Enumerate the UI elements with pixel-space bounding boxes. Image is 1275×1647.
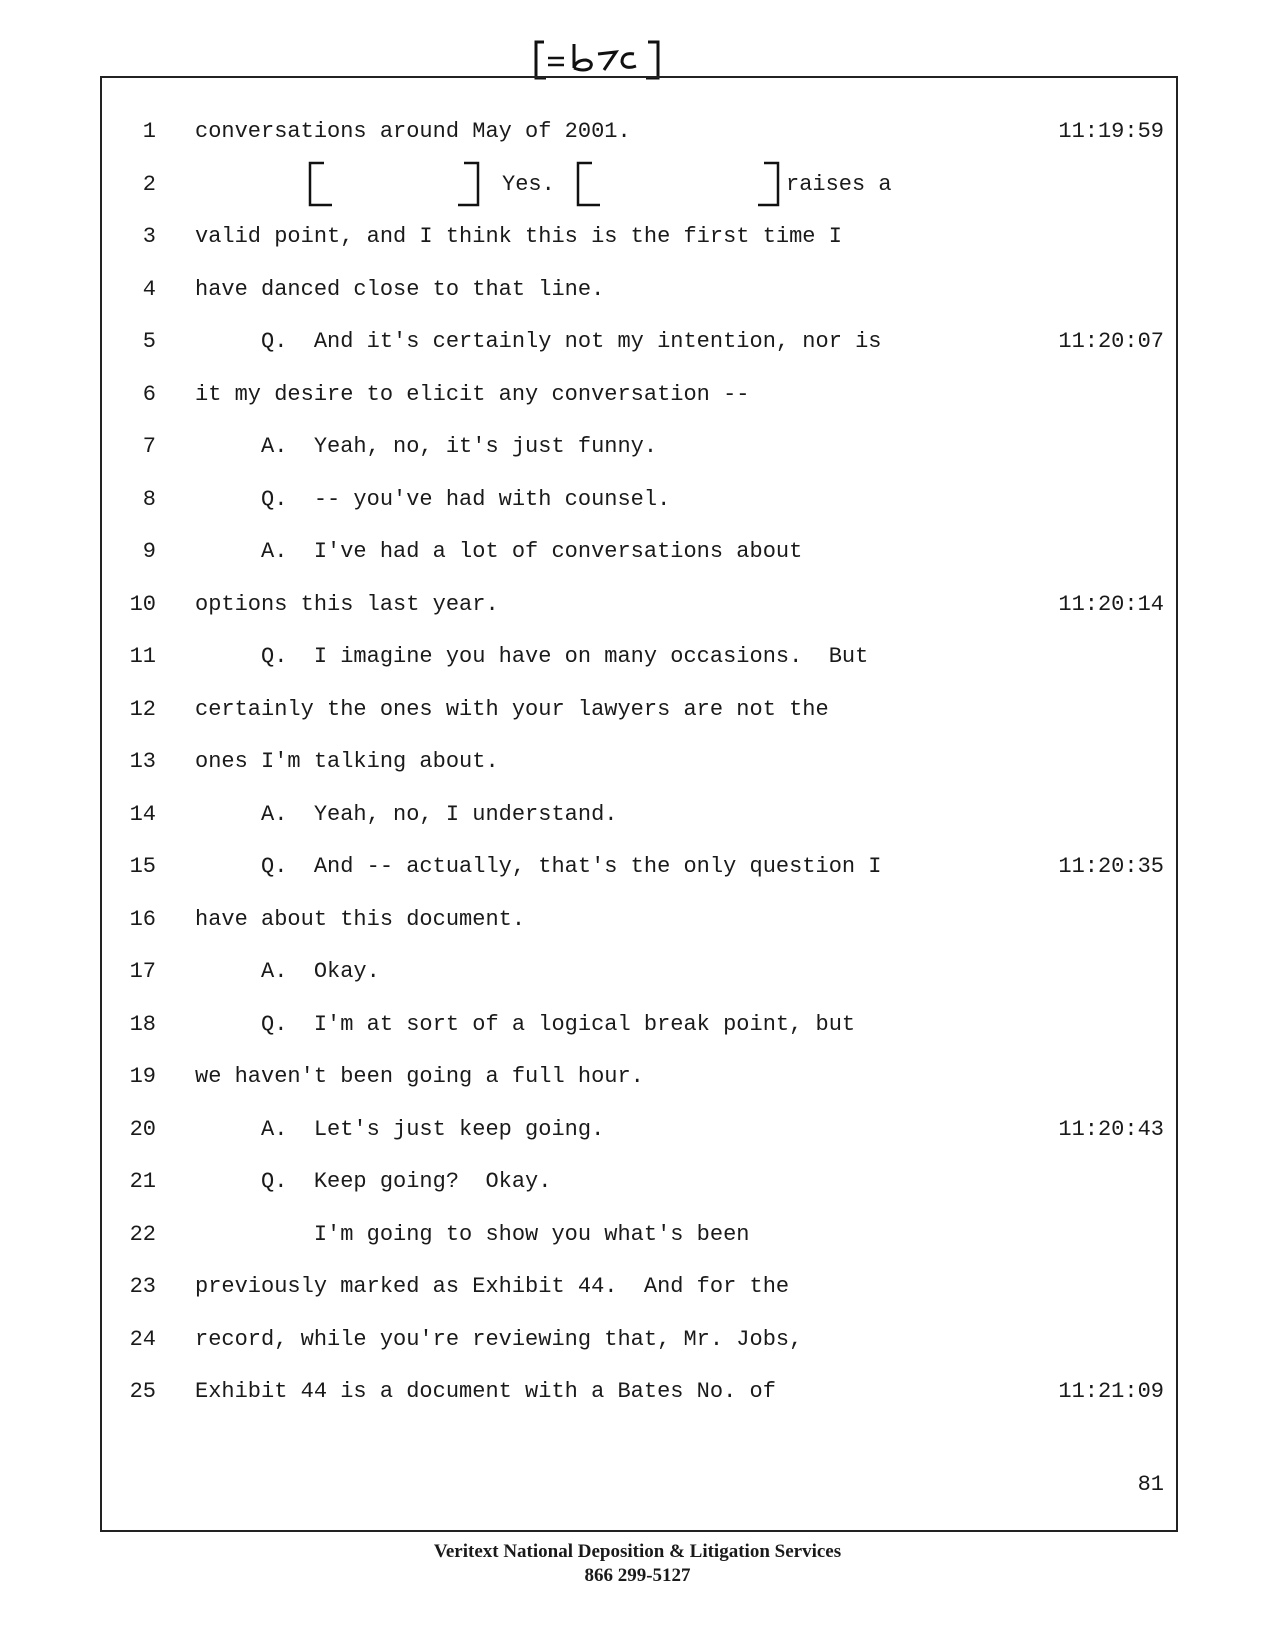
timestamp: 11:19:59 [1058, 119, 1164, 144]
line-text: A. Yeah, no, it's just funny. [195, 434, 658, 459]
transcript-line [102, 847, 1176, 887]
line-number: 4 [142, 276, 156, 302]
transcript-line [102, 1320, 1176, 1360]
page-number: 81 [1137, 1472, 1164, 1497]
line-number: 14 [129, 801, 156, 827]
timestamp: 11:20:43 [1058, 1116, 1164, 1142]
transcript-line [102, 1162, 1176, 1202]
line-number: 16 [129, 906, 156, 932]
line-text: I'm going to show you what's been [195, 1221, 750, 1247]
line-number: 5 [142, 329, 156, 354]
redaction-bracket [574, 161, 782, 209]
line-text: A. Let's just keep going. [195, 1116, 605, 1142]
transcript-line [102, 375, 1176, 415]
line-number: 13 [129, 749, 156, 774]
line-number: 11 [129, 644, 156, 669]
line-number: 19 [129, 1064, 156, 1089]
line-text: previously marked as Exhibit 44. And for the [195, 1274, 790, 1299]
line-number: 2 [142, 171, 156, 197]
line-number: 10 [129, 591, 156, 617]
transcript-line [102, 637, 1176, 677]
line-text: Q. -- you've had with counsel. [195, 486, 671, 512]
line-text: conversations around May of 2001. [195, 119, 631, 144]
line-number: 7 [142, 434, 156, 459]
transcript-line [102, 480, 1176, 520]
transcript-line [102, 217, 1176, 257]
timestamp: 11:20:35 [1058, 854, 1164, 879]
line-text: have about this document. [195, 906, 526, 932]
timestamp: 11:20:07 [1058, 329, 1164, 354]
line-number: 24 [129, 1326, 156, 1352]
line-text: Q. And -- actually, that's the only question I [195, 854, 882, 879]
line-text: A. Okay. [195, 959, 380, 984]
line-text: record, while you're reviewing that, Mr. Jobs, [195, 1326, 803, 1352]
line-number: 17 [129, 959, 156, 984]
line-number: 3 [142, 224, 156, 249]
line-number: 15 [129, 854, 156, 879]
transcript-line [102, 1005, 1176, 1045]
line-text: Q. I imagine you have on many occasions. But [195, 644, 869, 669]
line-text: have danced close to that line. [195, 276, 605, 302]
footer [0, 1540, 1275, 1588]
line-number: 22 [129, 1221, 156, 1247]
line-text: Yes. [502, 171, 555, 197]
line-number: 23 [129, 1274, 156, 1299]
line-text: valid point, and I think this is the first time I [195, 224, 842, 249]
transcript-line [102, 427, 1176, 467]
transcript-line [102, 952, 1176, 992]
timestamp: 11:20:14 [1058, 591, 1164, 617]
transcript-line [102, 270, 1176, 310]
transcript-line [102, 322, 1176, 362]
transcript-line [102, 1110, 1176, 1150]
transcript-line [102, 1215, 1176, 1255]
transcript-line [102, 690, 1176, 730]
transcript-line [102, 795, 1176, 835]
transcript-line [102, 532, 1176, 572]
transcript-line [102, 1372, 1176, 1412]
transcript-page [100, 76, 1178, 1532]
footer-company: Veritext National Deposition & Litigation Services [433, 1541, 842, 1562]
line-text: we haven't been going a full hour. [195, 1064, 644, 1089]
line-number: 21 [129, 1169, 156, 1194]
line-text: Q. And it's certainly not my intention, nor is [195, 329, 882, 354]
transcript-line [102, 585, 1176, 625]
line-text: A. Yeah, no, I understand. [195, 801, 618, 827]
line-text: A. I've had a lot of conversations about [195, 539, 803, 564]
line-text: Q. I'm at sort of a logical break point, but [195, 1011, 856, 1037]
transcript-line [102, 112, 1176, 152]
line-text: ones I'm talking about. [195, 749, 499, 774]
line-text: Exhibit 44 is a document with a Bates No. of [195, 1379, 776, 1404]
transcript-line [102, 165, 1176, 205]
timestamp: 11:21:09 [1058, 1379, 1164, 1404]
transcript-line [102, 1267, 1176, 1307]
line-text: options this last year. [195, 591, 499, 617]
line-text: certainly the ones with your lawyers are not the [195, 696, 829, 722]
line-number: 9 [142, 539, 156, 564]
line-text: Q. Keep going? Okay. [195, 1169, 552, 1194]
footer-phone: 866 299-5127 [584, 1565, 691, 1586]
line-number: 18 [129, 1011, 156, 1037]
line-number: 6 [142, 381, 156, 407]
transcript-line [102, 1057, 1176, 1097]
line-text: raises a [786, 171, 892, 197]
line-number: 25 [129, 1379, 156, 1404]
line-number: 12 [129, 696, 156, 722]
transcript-line [102, 742, 1176, 782]
redaction-bracket [306, 161, 482, 209]
line-text: it my desire to elicit any conversation -- [195, 381, 750, 407]
line-number: 8 [142, 486, 156, 512]
line-number: 20 [129, 1116, 156, 1142]
line-number: 1 [142, 119, 156, 144]
transcript-line [102, 900, 1176, 940]
